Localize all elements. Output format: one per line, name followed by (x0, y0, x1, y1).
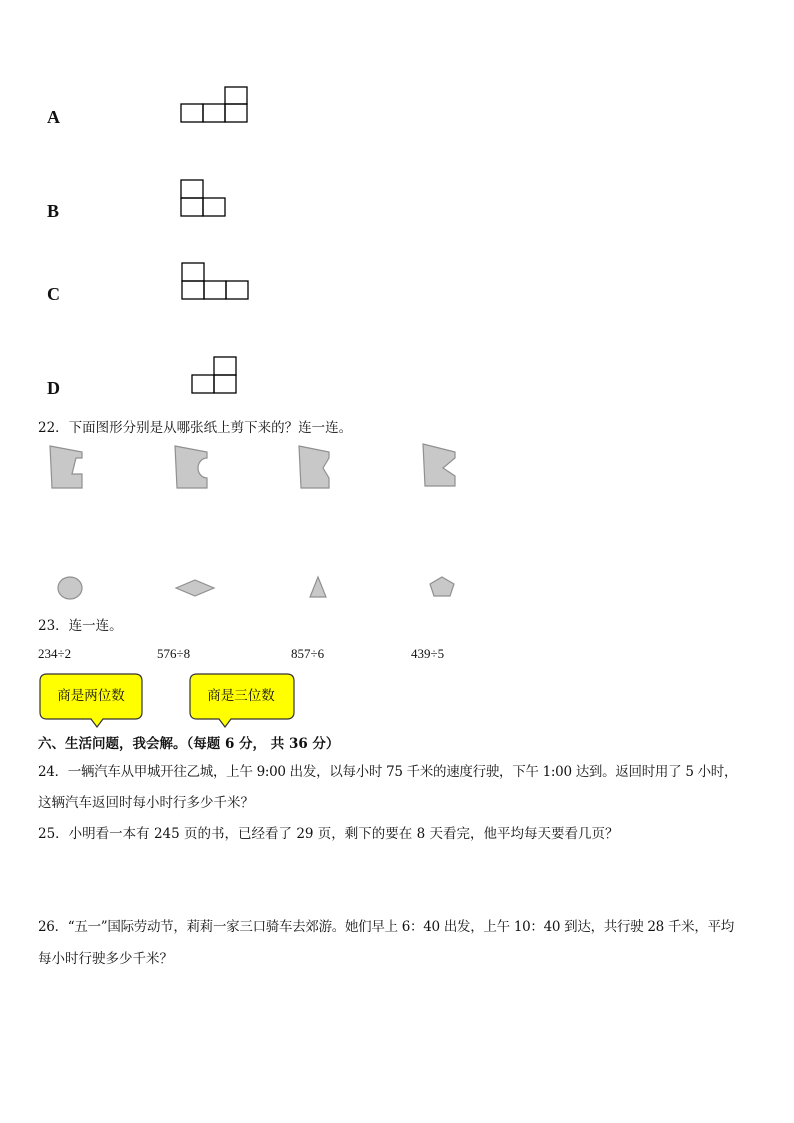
question-24-line-1: 24．一辆汽车从甲城开往乙城，上午 9:00 出发，以每小时 75 千米的速度行驶，下午 1:00 达到。返回时用了 5 小时， (38, 764, 738, 780)
callout-three-digit (189, 673, 293, 719)
section-6-heading: 六、生活问题，我会解。（每题 6 分， 共 36 分） (38, 736, 340, 752)
callout-three-digit-label: 商是三位数 (207, 688, 275, 704)
question-25-line-1: 25．小明看一本有 245 页的书，已经看了 29 页，剩下的要在 8 天看完，他平均每天要看几页？ (38, 826, 619, 842)
question-24-line-2: 这辆汽车返回时每小时行多少千米？ (38, 795, 254, 811)
option-c-figure (181, 263, 251, 301)
option-label-c: C (47, 284, 60, 304)
option-label-d: D (47, 378, 60, 398)
option-a-figure (180, 87, 250, 125)
option-label-b: B (47, 201, 60, 221)
shape-pentagon (429, 576, 457, 600)
cut-paper-4 (421, 442, 461, 488)
question-22-text: 22．下面图形分别是从哪张纸上剪下来的？连一连。 (38, 420, 353, 436)
expression-3: 857÷6 (291, 646, 325, 661)
expression-1: 234÷2 (38, 646, 72, 661)
cut-paper-2 (173, 444, 213, 490)
shape-rhombus (175, 579, 217, 599)
callout-two-digit-label: 商是两位数 (57, 688, 125, 704)
cut-paper-1 (48, 444, 88, 490)
option-d-figure (191, 356, 239, 396)
expression-4: 439÷5 (411, 646, 445, 661)
question-26-line-1: 26．“五一”国际劳动节，莉莉一家三口骑车去郊游。她们早上 6：40 出发，上午 10：40 到达，共行驶 28 千米，平均 (38, 919, 734, 935)
cut-paper-3 (297, 444, 337, 490)
shape-triangle (309, 576, 329, 600)
option-label-a: A (47, 107, 60, 127)
question-23-text: 23．连一连。 (38, 618, 123, 634)
option-b-figure (180, 180, 228, 218)
question-26-line-2: 每小时行驶多少千米？ (38, 951, 173, 967)
callout-two-digit (39, 673, 143, 719)
shape-circle (57, 576, 85, 602)
expression-2: 576÷8 (157, 646, 191, 661)
